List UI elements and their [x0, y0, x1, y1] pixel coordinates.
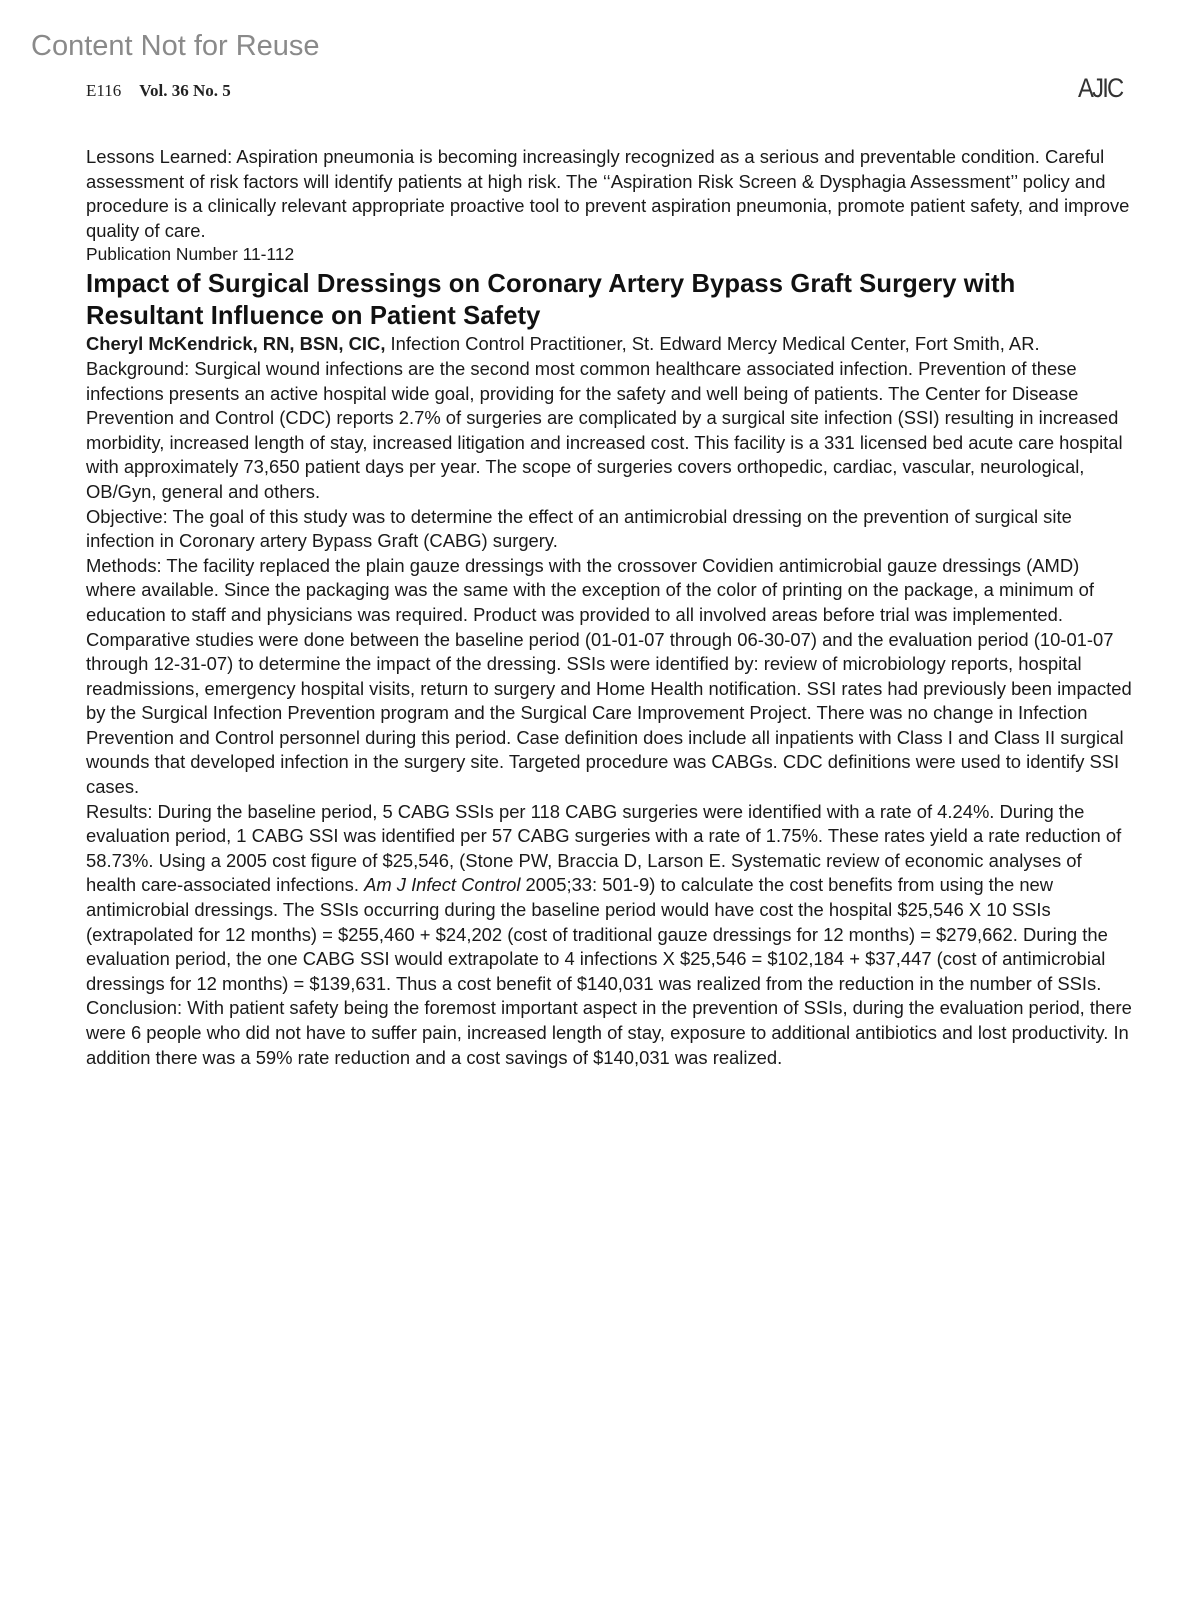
results-text-1: Results: During the baseline period, 5 CABG SSIs per 118 CABG surgeries were identified with a rate of 4.24%. During the evaluation period, 1 CABG SSI was identified per 57 CABG surgeries with a rate of 1.75%. These rates yield a rate reduction of 58.73%. Using a 2005 cost figure of $25,546, (Stone PW, Braccia D, Larson E. Systematic review of economic analyses of health care-associated infections.: [86, 800, 1122, 896]
publication-number: Publication Number 11-112: [86, 244, 295, 265]
running-head: [86, 81, 231, 101]
volume-issue: Vol. 36 No. 5: [139, 81, 231, 100]
conclusion-paragraph: Conclusion: With patient safety being the foremost important aspect in the prevention of SSIs, during the evaluation period, there were 6 people who did not have to suffer pain, increased length of stay, exposure to additional antibiotics and lost productivity. In addition there was a 59% rate reduction and a cost savings of $140,031 was realized.: [86, 997, 1132, 1068]
results-journal-citation: Am J Infect Control: [364, 874, 521, 896]
methods-paragraph: Methods: The facility replaced the plain gauze dressings with the crossover Covidien antimicrobial gauze dressings (AMD) where available. Since the packaging was the same with the exception of the color of printing on the package, a minimum of education to staff and physicians was required. Product was provided to all involved areas before trial was implemented. Comparative studies were done between the baseline period (01-01-07 through 06-30-07) and the evaluation period (10-01-07 through 12-31-07) to determine the impact of the dressing. SSIs were identified by: review of microbiology reports, hospital readmissions, emergency hospital visits, return to surgery and Home Health notification. SSI rates had previously been impacted by the Surgical Infection Prevention program and the Surgical Care Improvement Project. There was no change in Infection Prevention and Control personnel during this period. Case definition does include all inpatients with Class I and Class II surgical wounds that developed infection in the surgery site. Targeted procedure was CABGs. CDC definitions were used to identify SSI cases.: [86, 554, 1132, 798]
background-paragraph: Background: Surgical wound infections are the second most common healthcare associated infection. Prevention of these infections presents an active hospital wide goal, providing for the safety and well being of patients. The Center for Disease Prevention and Control (CDC) reports 2.7% of surgeries are complicated by a surgical site infection (SSI) resulting in increased morbidity, increased length of stay, increased litigation and increased cost. This facility is a 331 licensed bed acute care hospital with approximately 73,650 patient days per year. The scope of surgeries covers orthopedic, cardiac, vascular, neurological, OB/Gyn, general and others.: [86, 357, 1123, 502]
author-name: Cheryl McKendrick, RN, BSN, CIC,: [86, 333, 386, 355]
page-content: [86, 145, 1132, 1070]
author-line: [86, 332, 1132, 357]
page-number: E116: [86, 81, 122, 100]
results-text-2: 2005;33: 501-9) to calculate the cost benefits from using the new antimicrobial dressings. The SSIs occurring during the baseline period would have cost the hospital $25,546 X 10 SSIs (extrapolated for 12 months) = $255,460 + $24,202 (cost of traditional gauze dressings for 12 months) = $279,662. During the evaluation period, the one CABG SSI would extrapolate to 4 infections X $25,546 = $102,184 + $37,447 (cost of antimicrobial dressings for 12 months) = $139,631. Thus a cost benefit of $140,031 was realized from the reduction in the number of SSIs.: [86, 874, 1108, 994]
watermark-text: Content Not for Reuse: [31, 30, 320, 62]
abstract-article: [86, 243, 1132, 1070]
author-affiliation: Infection Control Practitioner, St. Edward Mercy Medical Center, Fort Smith, AR.: [385, 333, 1040, 355]
journal-logo: AJIC: [1078, 73, 1123, 103]
lessons-learned-paragraph: Lessons Learned: Aspiration pneumonia is becoming increasingly recognized as a serious and preventable condition. Careful assessment of risk factors will identify patients at high risk. The ‘‘Aspiration Risk Screen & Dysphagia Assessment’’ policy and procedure is a clinically relevant appropriate proactive tool to prevent aspiration pneumonia, promote patient safety, and improve quality of care.: [86, 146, 1130, 241]
results-paragraph: [86, 800, 1132, 997]
objective-paragraph: Objective: The goal of this study was to determine the effect of an antimicrobial dressing on the prevention of surgical site infection in Coronary artery Bypass Graft (CABG) surgery.: [86, 505, 1072, 552]
article-title: Impact of Surgical Dressings on Coronary Artery Bypass Graft Surgery with Resultant Influence on Patient Safety: [86, 270, 1016, 331]
